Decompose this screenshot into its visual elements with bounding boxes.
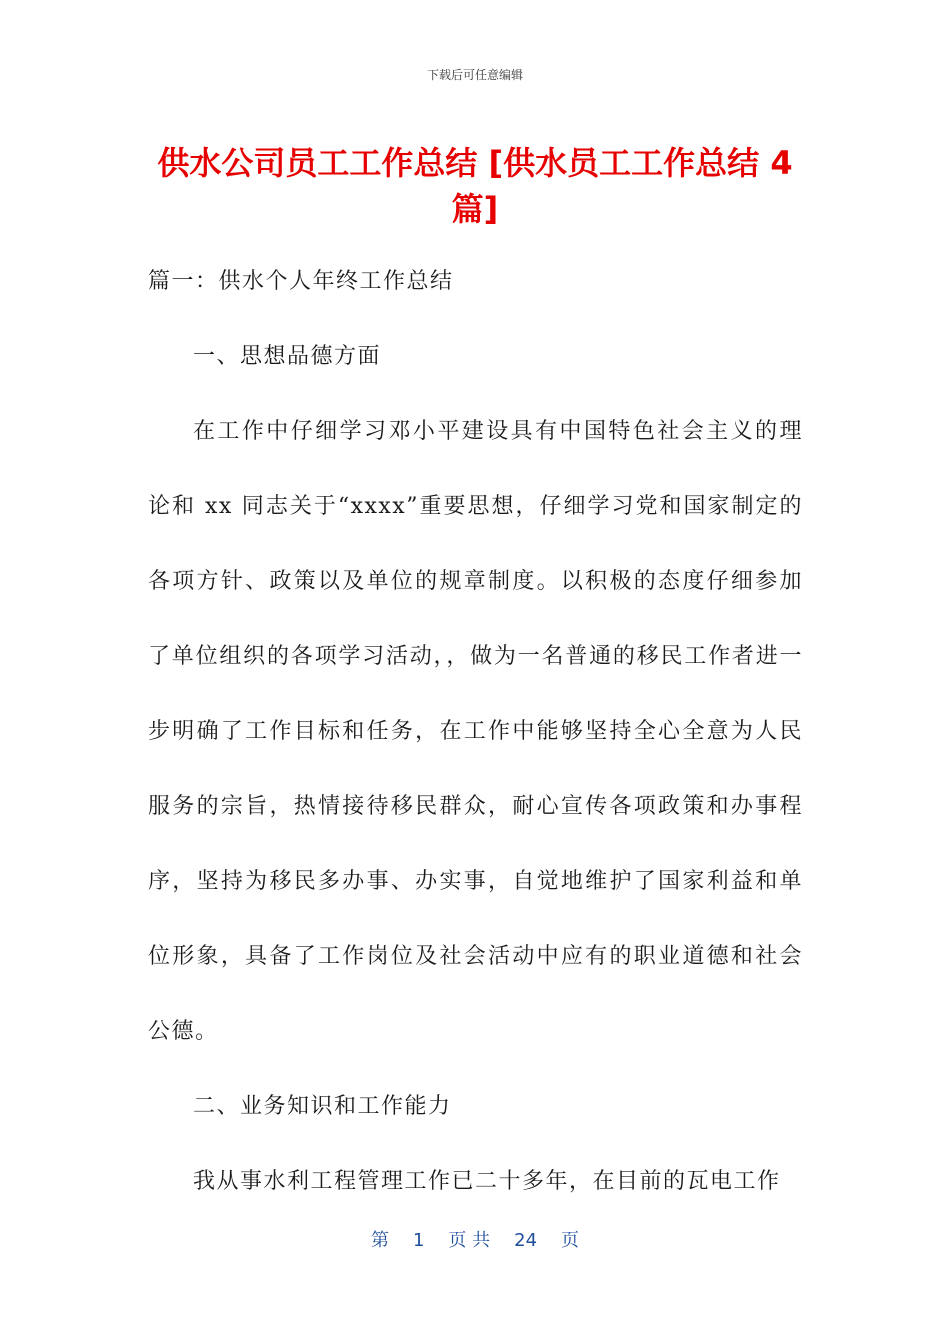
footer-page-number: 1 [412,1230,425,1251]
footer-prefix: 第 [370,1230,389,1251]
page-footer [0,1226,950,1252]
header-note: 下载后可任意编辑 [426,68,523,82]
paragraph-1: 在工作中仔细学习邓小平建设具有中国特色社会主义的理论和 xx 同志关于“xxxx”重要思想，仔细学习党和国家制定的各项方针、政策以及单位的规章制度。以积极的态度仔细参加了单位组织的各项学习活动，，做为一名普通的移民工作者进一步明确了工作目标和任务，在工作中能够坚持全心全意为人民服务的宗旨，热情接待移民群众，耐心宣传各项政策和办事程序，坚持为移民多办事、办实事，自觉地维护了国家利益和单位形象，具备了工作岗位及社会活动中应有的职业道德和社会公德。 [148,419,803,1044]
paragraph-2: 我从事水利工程管理工作已二十多年，在目前的瓦电工作 [193,1169,781,1194]
footer-total-pages: 24 [514,1230,538,1251]
section-heading: 篇一：供水个人年终工作总结 [148,269,454,294]
footer-suffix: 页 [561,1230,580,1251]
sub-heading-1: 一、思想品德方面 [193,344,382,369]
document-body [148,244,803,1219]
document-title: 供水公司员工工作总结 [供水员工工作总结 4 篇] [157,144,793,228]
footer-middle: 页 共 [448,1230,491,1251]
sub-heading-2: 二、业务知识和工作能力 [193,1094,452,1119]
